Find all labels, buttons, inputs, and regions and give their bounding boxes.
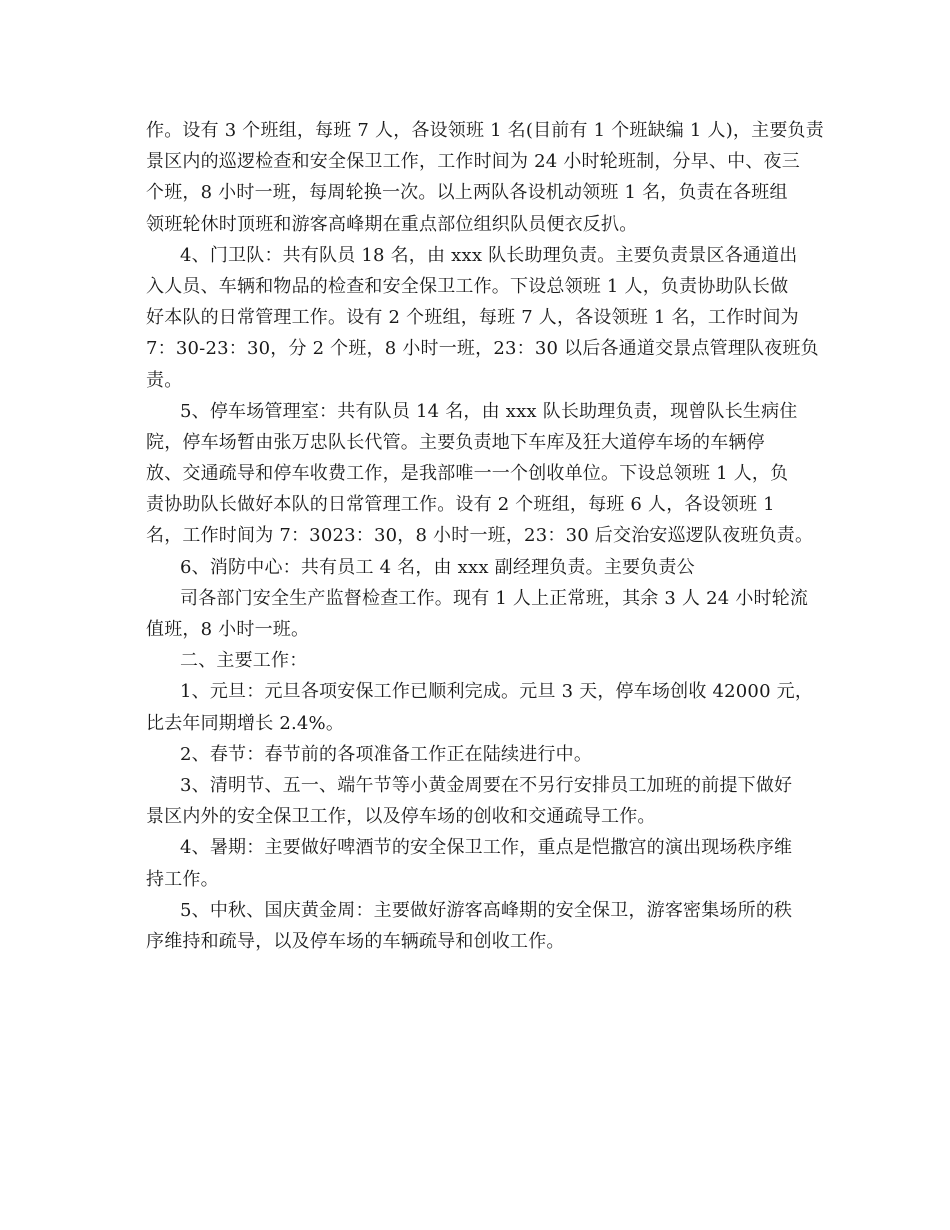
text-line: 司各部门安全生产监督检查工作。现有 1 人上正常班，其余 3 人 24 小时轮流 [180,587,809,609]
text-line: 序维持和疏导，以及停车场的车辆疏导和创收工作。 [146,930,565,952]
text-line: 6、消防中心：共有员工 4 名，由 xxx 副经理负责。主要负责公 [180,556,695,578]
text-line: 入人员、车辆和物品的检查和安全保卫工作。下设总领班 1 人，负责协助队长做 [146,275,789,297]
text-line: 2、春节：春节前的各项准备工作正在陆续进行中。 [180,743,593,765]
text-line: 5、中秋、国庆黄金周：主要做好游客高峰期的安全保卫，游客密集场所的秩 [180,899,793,921]
text-line: 景区内的巡逻检查和安全保卫工作，工作时间为 24 小时轮班制，分早、中、夜三 [146,151,800,173]
text-line: 院，停车场暂由张万忠队长代管。主要负责地下车库及狂大道停车场的车辆停 [146,431,765,453]
text-line: 5、停车场管理室：共有队员 14 名，由 xxx 队长助理负责，现曾队长生病住 [180,400,798,422]
text-line: 持工作。 [146,868,219,890]
text-line: 责。 [146,369,183,391]
text-line: 个班，8 小时一班，每周轮换一次。以上两队各设机动领班 1 名，负责在各班组 [146,182,788,204]
text-line: 二、主要工作： [180,650,308,672]
text-line: 好本队的日常管理工作。设有 2 个班组，每班 7 人，各设领班 1 名，工作时间为 [146,307,799,329]
text-line: 7：30-23：30，分 2 个班，8 小时一班，23：30 以后各通道交景点管理队夜班负 [146,338,819,360]
text-line: 4、暑期：主要做好啤酒节的安全保卫工作，重点是恺撒宫的演出现场秩序维 [180,837,793,859]
text-line: 4、门卫队：共有队员 18 名，由 xxx 队长助理负责。主要负责景区各通道出 [180,244,798,266]
text-line: 景区内外的安全保卫工作，以及停车场的创收和交通疏导工作。 [146,806,656,828]
text-line: 名，工作时间为 7：3023：30，8 小时一班，23：30 后交治安巡逻队夜班负责。 [146,525,814,547]
text-line: 领班轮休时顶班和游客高峰期在重点部位组织队员便衣反扒。 [146,213,638,235]
document-body [146,115,824,957]
text-line: 3、清明节、五一、端午节等小黄金周要在不另行安排员工加班的前提下做好 [180,774,793,796]
text-line: 责协助队长做好本队的日常管理工作。设有 2 个班组，每班 6 人，各设领班 1 [146,494,775,516]
text-line: 1、元旦：元旦各项安保工作已顺利完成。元旦 3 天，停车场创收 42000 元， [180,681,814,703]
text-line: 作。设有 3 个班组，每班 7 人，各设领班 1 名(目前有 1 个班缺编 1 人)，主要负责 [146,120,824,141]
text-line: 放、交通疏导和停车收费工作，是我部唯一一个创收单位。下设总领班 1 人，负 [146,463,789,485]
text-line: 值班，8 小时一班。 [146,619,310,640]
text-line: 比去年同期增长 2.4%。 [146,712,345,734]
